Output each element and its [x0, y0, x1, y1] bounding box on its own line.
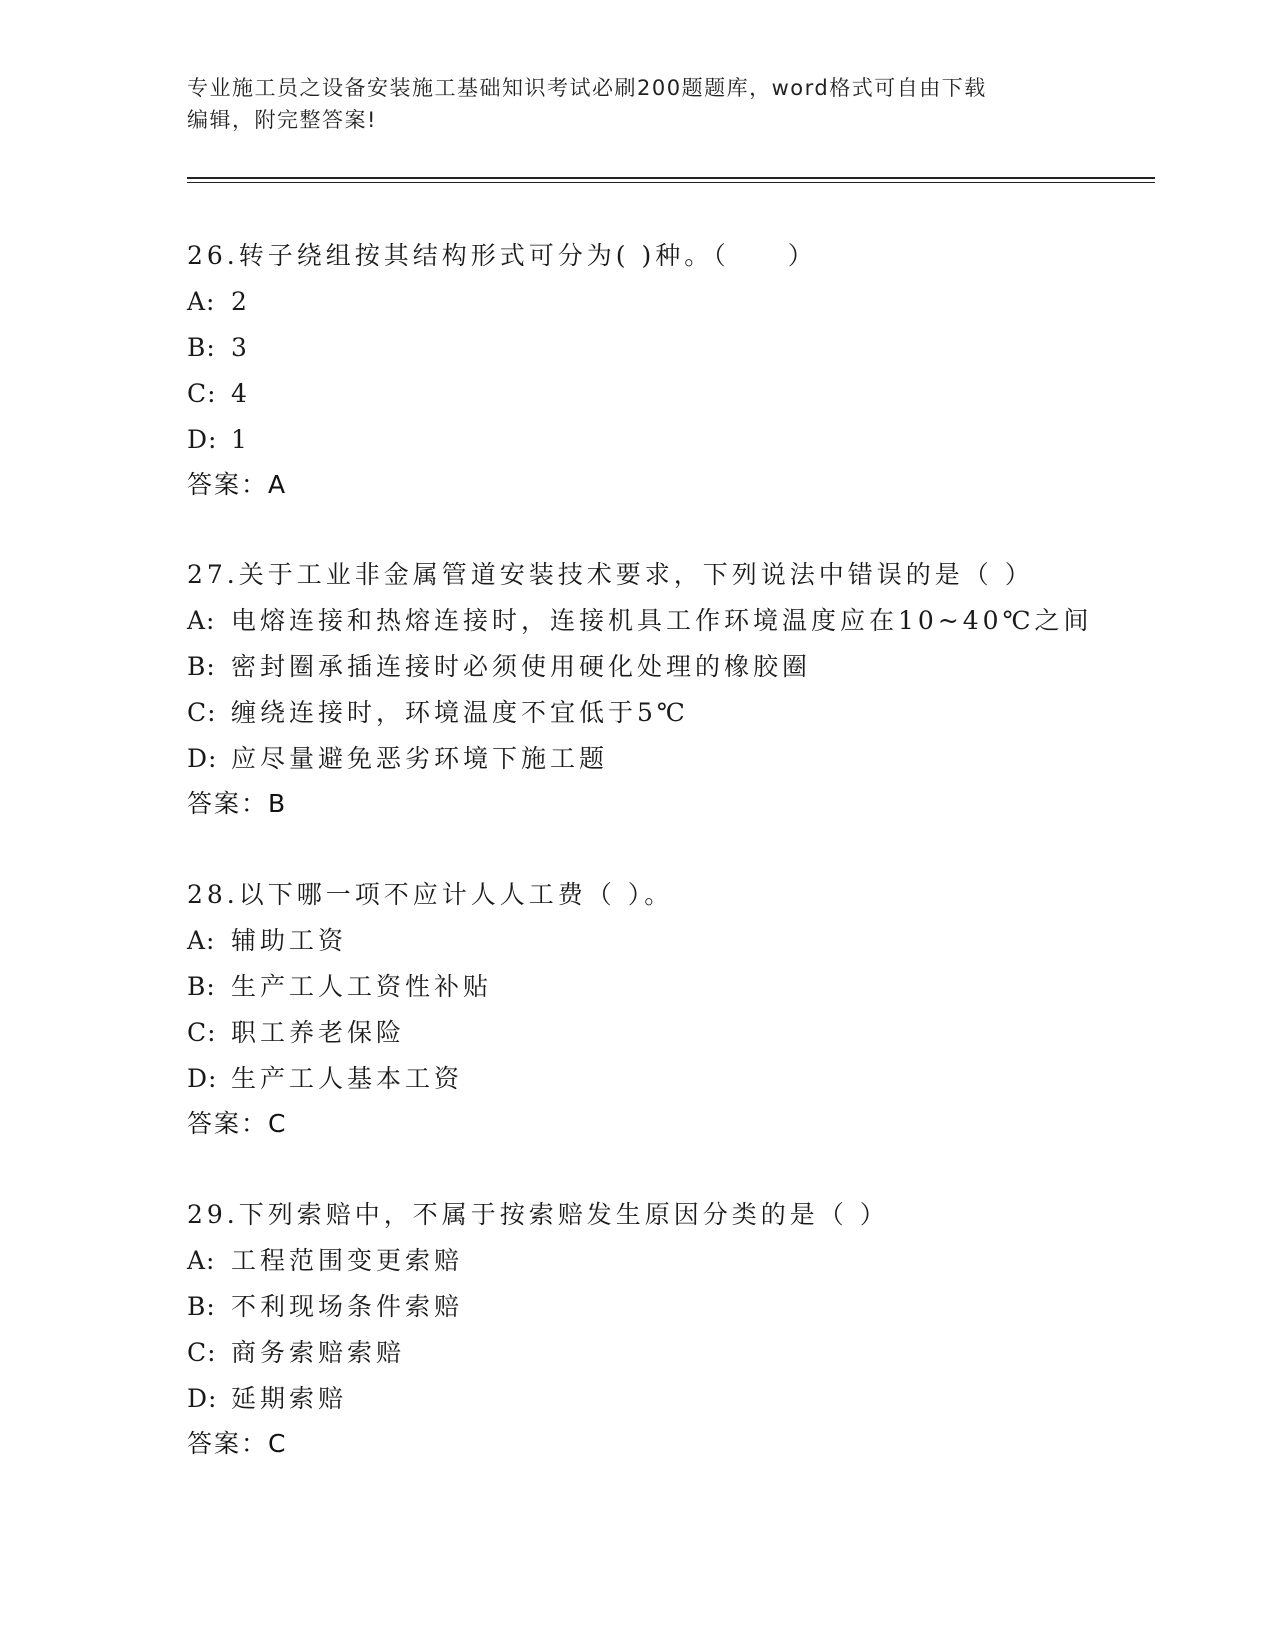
- option-d: [187, 736, 1187, 782]
- option-key: D:: [187, 1384, 218, 1413]
- option-text: 工程范围变更索赔: [231, 1246, 464, 1275]
- option-text: 生产工人基本工资: [231, 1064, 464, 1093]
- option-key: C:: [187, 1018, 217, 1047]
- question-stem: 29.下列索赔中，不属于按索赔发生原因分类的是（ ）: [187, 1200, 889, 1229]
- option-text: 4: [231, 379, 251, 408]
- option-d: [187, 417, 1187, 463]
- question-stem: 27.关于工业非金属管道安装技术要求，下列说法中错误的是（ ）: [187, 560, 1034, 589]
- header-divider-thin: [187, 182, 1155, 183]
- option-text: 辅助工资: [231, 926, 348, 955]
- option-d: [187, 1376, 1187, 1422]
- option-text: 不利现场条件索赔: [231, 1292, 464, 1321]
- option-b: [187, 964, 1187, 1010]
- option-text: 延期索赔: [231, 1384, 348, 1413]
- option-a: [187, 598, 1187, 644]
- question-block: [187, 552, 1187, 826]
- option-b: [187, 644, 1187, 690]
- header-line-1: 专业施工员之设备安装施工基础知识考试必刷200题题库，word格式可自由下载: [187, 76, 987, 100]
- question-block: [187, 233, 1187, 507]
- option-key: B:: [187, 333, 216, 362]
- option-d: [187, 1056, 1187, 1102]
- option-key: A:: [187, 926, 216, 955]
- question-stem: 28.以下哪一项不应计人人工费（ ）。: [187, 880, 674, 909]
- option-text: 密封圈承插连接时必须使用硬化处理的橡胶圈: [231, 652, 812, 681]
- option-key: D:: [187, 744, 218, 773]
- option-text: 职工养老保险: [231, 1018, 406, 1047]
- option-text: 商务索赔索赔: [231, 1338, 406, 1367]
- option-text: 1: [231, 425, 251, 454]
- header-divider-thick: [187, 177, 1155, 179]
- option-c: [187, 1330, 1187, 1376]
- answer-line: 答案：C: [187, 1429, 288, 1458]
- option-text: 应尽量避免恶劣环境下施工题: [231, 744, 609, 773]
- option-b: [187, 1284, 1187, 1330]
- option-text: 生产工人工资性补贴: [231, 972, 493, 1001]
- question-block: [187, 872, 1187, 1146]
- option-c: [187, 371, 1187, 417]
- option-text: 2: [231, 287, 251, 316]
- option-key: A:: [187, 1246, 216, 1275]
- option-text: 缠绕连接时，环境温度不宜低于5℃: [231, 698, 689, 727]
- option-key: B:: [187, 652, 216, 681]
- option-key: A:: [187, 606, 216, 635]
- option-b: [187, 325, 1187, 371]
- option-c: [187, 1010, 1187, 1056]
- option-key: C:: [187, 379, 217, 408]
- document-header: [187, 72, 1067, 136]
- option-key: C:: [187, 1338, 217, 1367]
- option-key: A:: [187, 287, 216, 316]
- option-key: B:: [187, 1292, 216, 1321]
- option-text: 3: [231, 333, 251, 362]
- question-stem: 26.转子绕组按其结构形式可分为( )种。（ ）: [187, 241, 817, 270]
- option-key: D:: [187, 1064, 218, 1093]
- answer-line: 答案：A: [187, 470, 288, 499]
- answer-line: 答案：B: [187, 789, 288, 818]
- option-key: C:: [187, 698, 217, 727]
- option-key: D:: [187, 425, 218, 454]
- answer-line: 答案：C: [187, 1109, 288, 1138]
- option-a: [187, 1238, 1187, 1284]
- question-block: [187, 1192, 1187, 1466]
- header-line-2: 编辑，附完整答案!: [187, 108, 377, 132]
- option-c: [187, 690, 1187, 736]
- option-key: B:: [187, 972, 216, 1001]
- option-text: 电熔连接和热熔连接时，连接机具工作环境温度应在10~40℃之间: [231, 606, 1093, 635]
- option-a: [187, 918, 1187, 964]
- option-a: [187, 279, 1187, 325]
